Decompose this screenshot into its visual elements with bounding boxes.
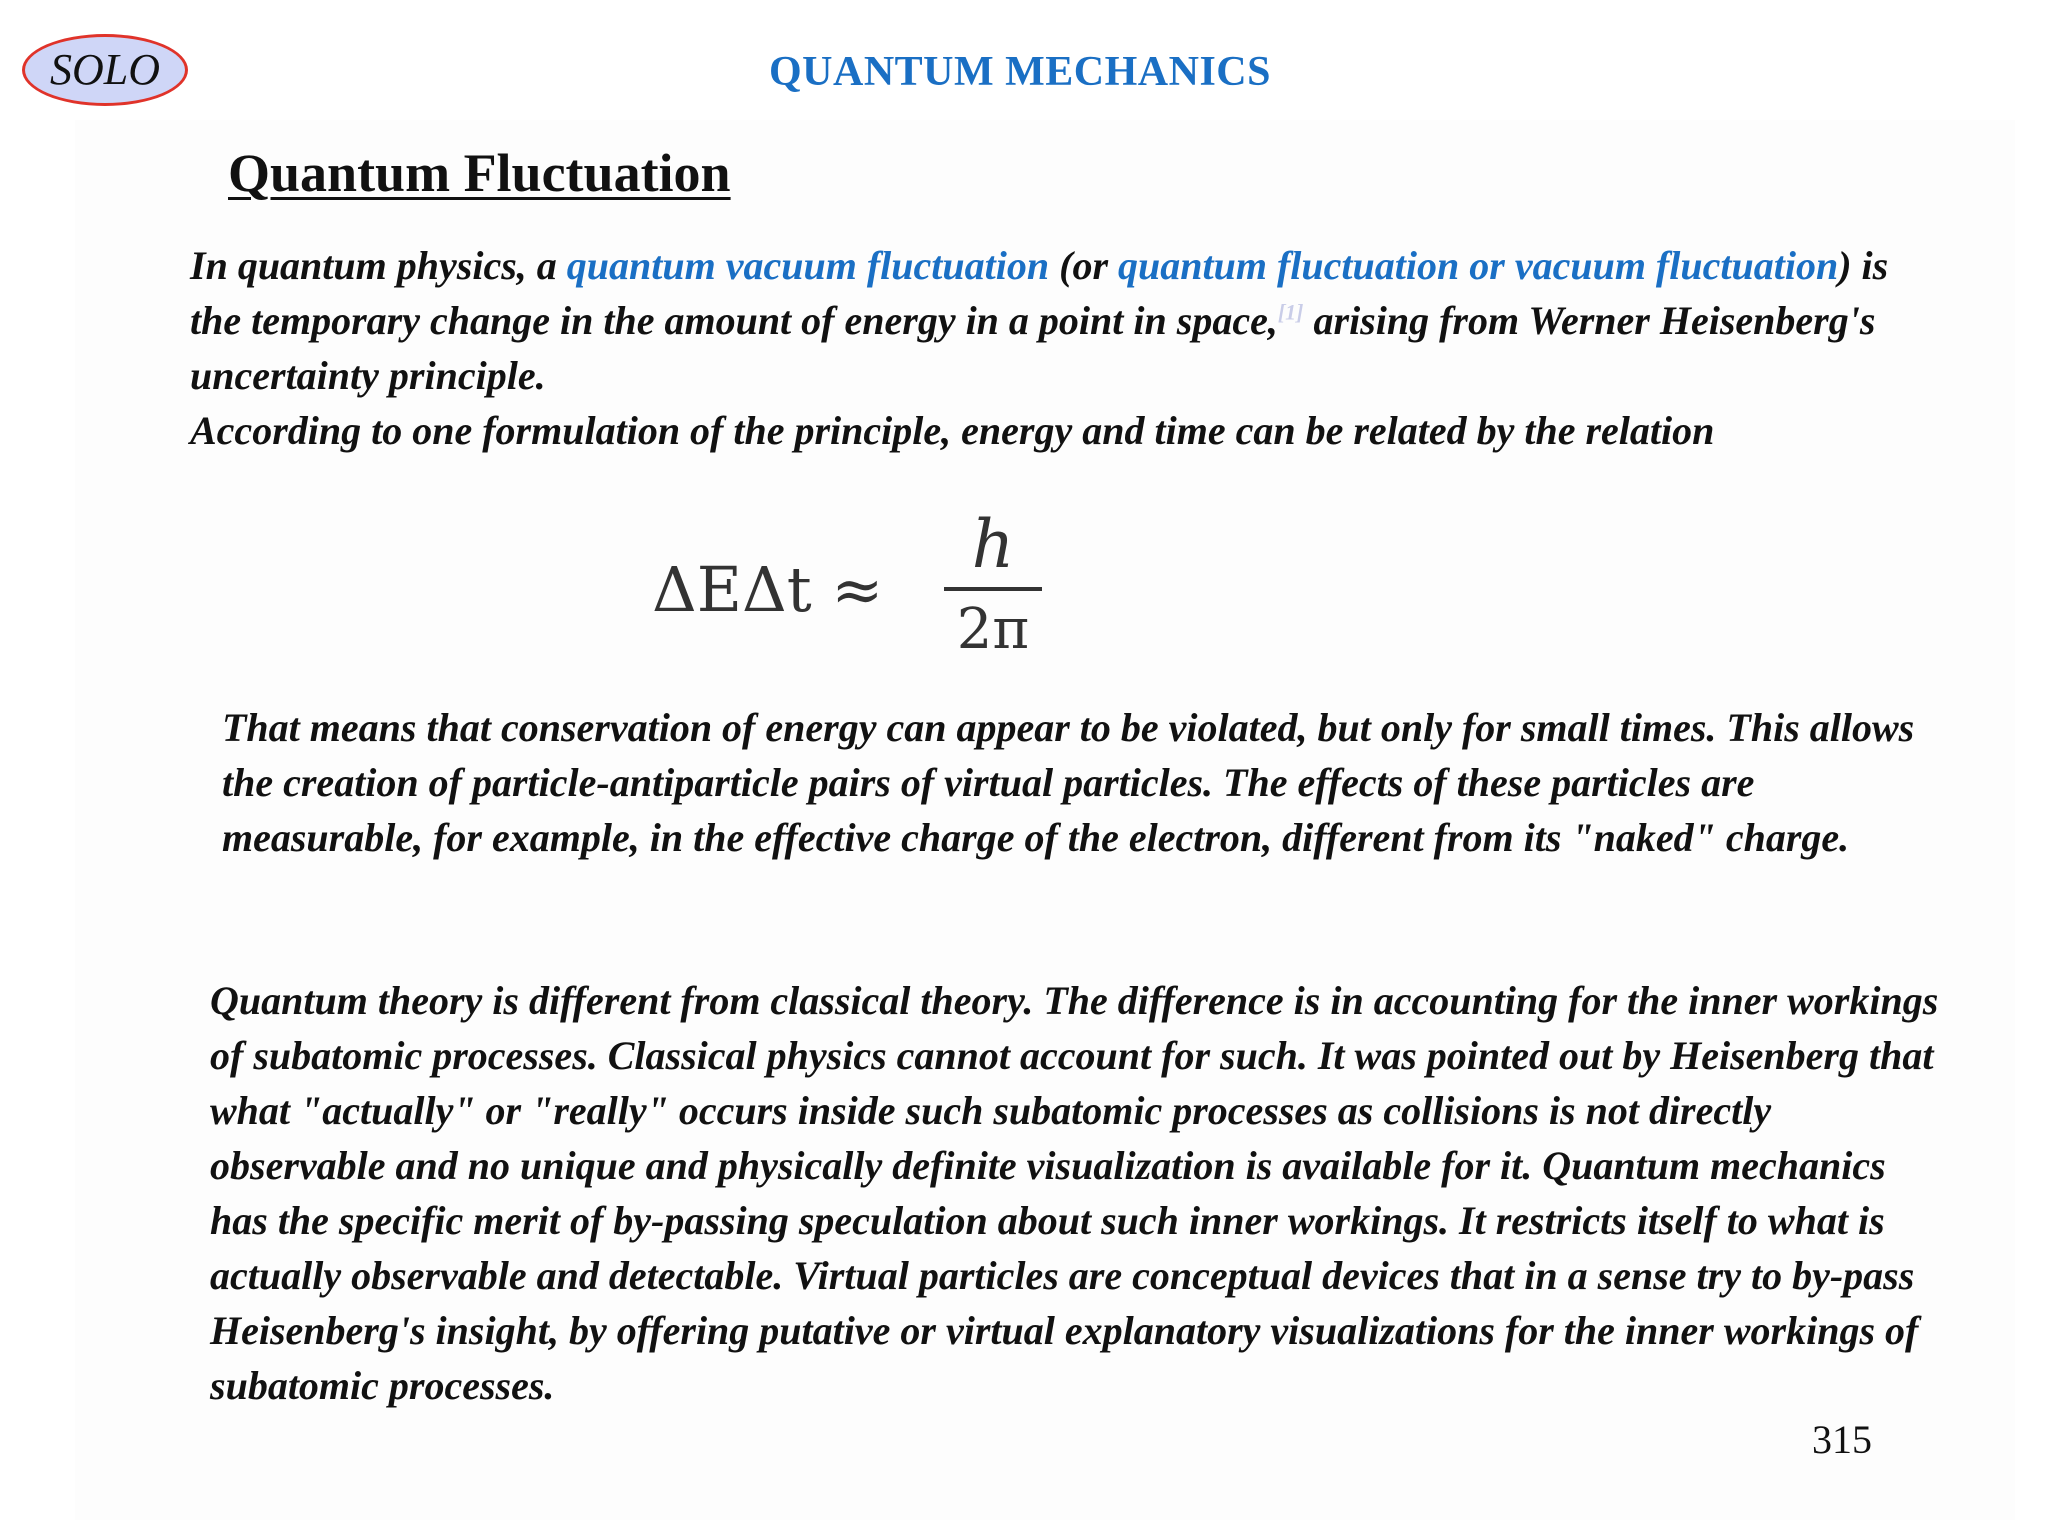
header-title (0, 45, 2048, 96)
equation-lhs: ΔEΔt ≈ (652, 553, 884, 626)
intro-text-1: In quantum physics, a (190, 243, 567, 288)
conservation-paragraph: That means that conservation of energy can appear to be violated, but only for small times. This allows the creation of particle-antiparticle pairs of virtual particles. The effects of these particles are measurable, for example, in the effective charge of the electron, different from its "naked" charge. (222, 705, 1915, 860)
quantum-theory-paragraph: Quantum theory is different from classical theory. The difference is in accounting for the inner workings of subatomic processes. Classical physics cannot account for such. It was pointed out by Heisenberg that what "actually" or "really" occurs inside such subatomic processes as collisions is not directly observable and no unique and physically definite visualization is available for it. Quantum mechanics has the specific merit of by-passing speculation about such inner workings. It restricts itself to what is actually observable and detectable. Virtual particles are conceptual devices that in a sense try to by-pass Heisenberg's insight, by offering putative or virtual explanatory visualizations for the inner workings of subatomic processes. (210, 978, 1939, 1408)
page-number: 315 (1812, 1417, 1872, 1462)
equation-fraction (944, 505, 1042, 665)
intro-text-3: ) is the temporary change in the amount of energy in a point in space, (190, 243, 1889, 343)
intro-text-4: arising from Werner Heisenberg's uncertainty principle. (190, 298, 1876, 398)
intro-relation-line: According to one formulation of the principle, energy and time can be related by the relation (190, 408, 1715, 453)
section-title: Quantum Fluctuation (228, 143, 731, 203)
citation-link[interactable]: [1] (1277, 299, 1304, 325)
quantum-vacuum-fluctuation-link[interactable]: quantum vacuum fluctuation (566, 243, 1050, 288)
uncertainty-equation (652, 505, 1052, 675)
header-title-text: QUANTUM MECHANICS (769, 49, 1271, 95)
logo-text: SOLO (49, 45, 161, 94)
intro-text-2: (or (1049, 243, 1119, 288)
fraction-bar (944, 587, 1042, 591)
intro-paragraph (190, 238, 1940, 458)
equation-denominator: 2π (956, 597, 1030, 662)
equation-numerator: h (971, 506, 1015, 583)
quantum-fluctuation-link[interactable]: quantum fluctuation or vacuum fluctuation (1118, 243, 1839, 288)
